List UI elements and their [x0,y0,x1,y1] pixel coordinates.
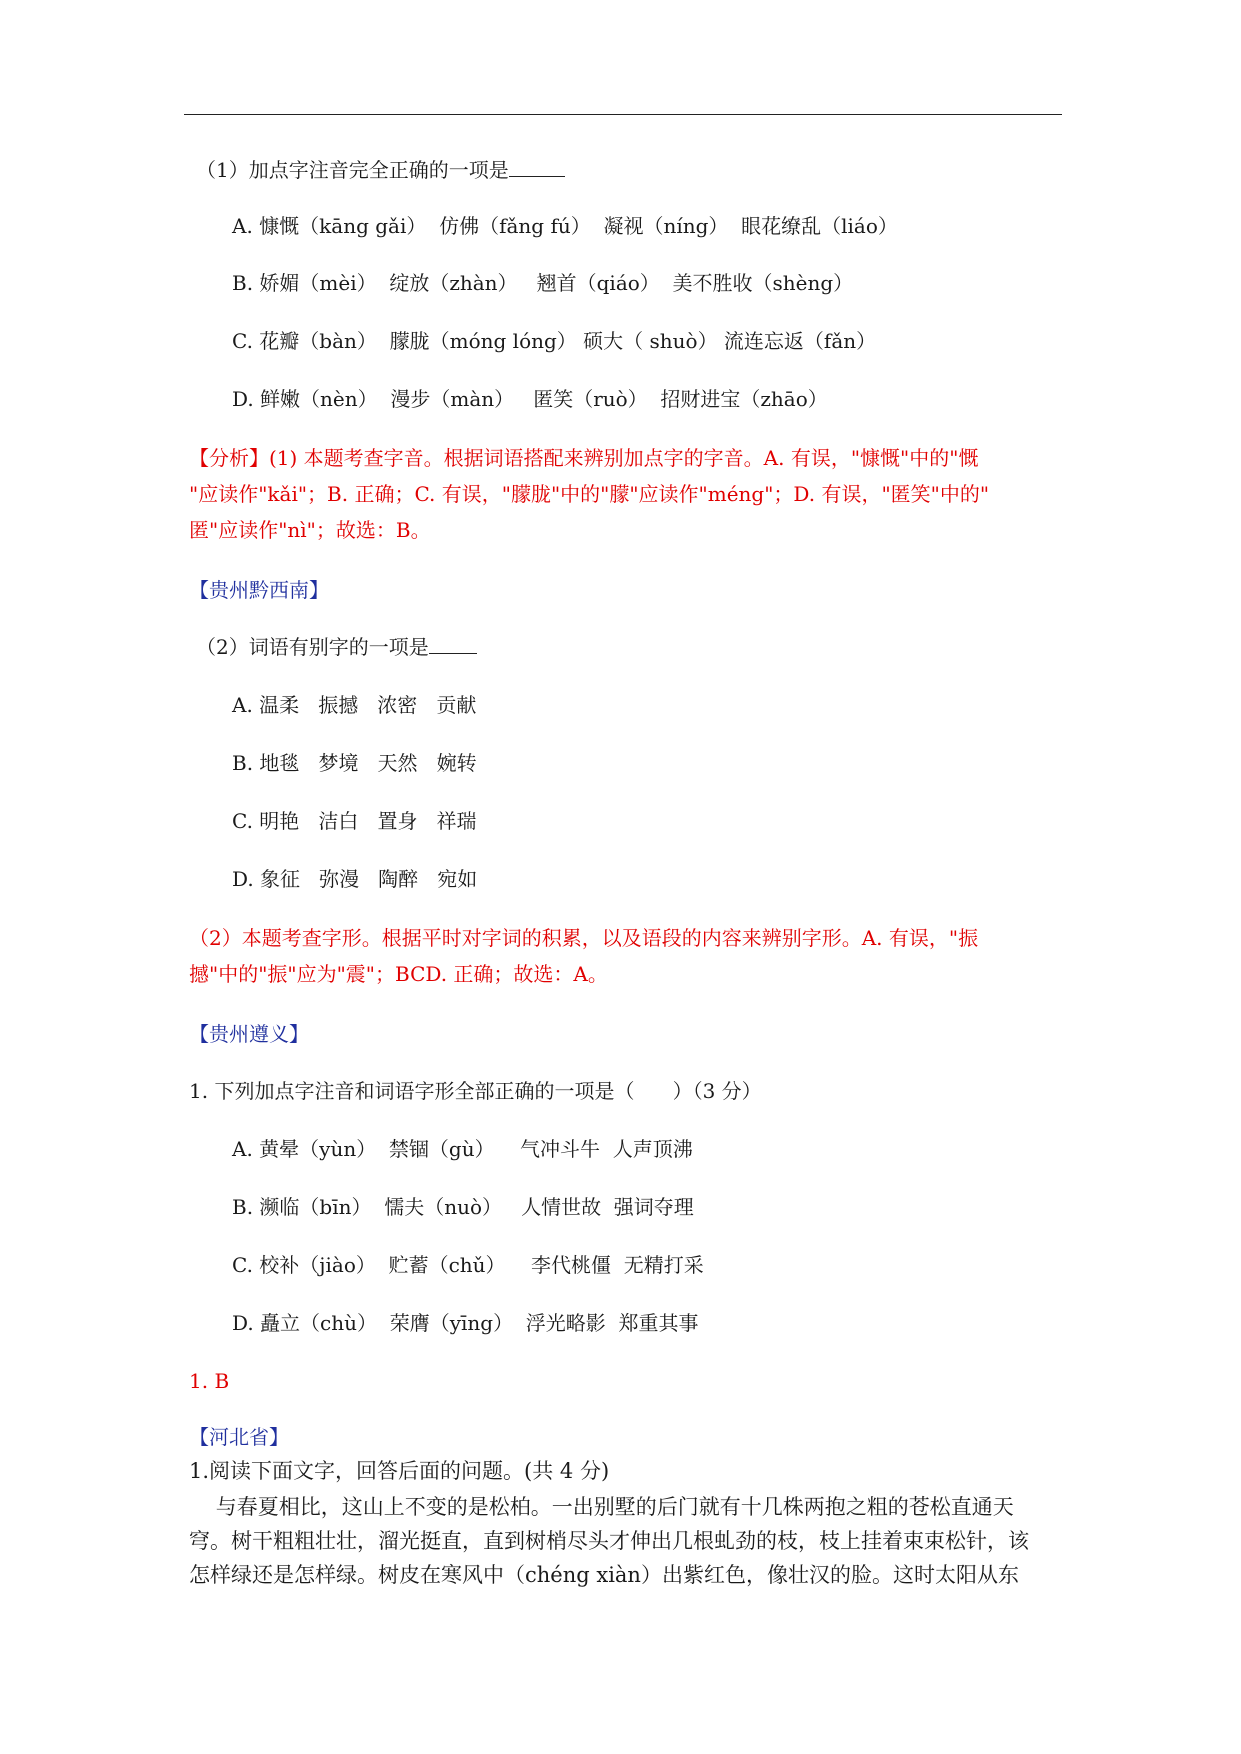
region-heading-zunyi: 【贵州遵义】 [189,1022,309,1046]
passage-line-1: 与春夏相比，这山上不变的是松柏。一出别墅的后门就有十几株两抱之粗的苍松直通天 [189,1495,1014,1519]
question-1-option-a: A. 慷慨（kāng gǎi） 仿佛（fǎng fú） 凝视（níng） 眼花缭乱（liáo） [232,214,898,238]
question-1-option-c: C. 花瓣（bàn） 朦胧（móng lóng） 硕大（ shuò） 流连忘返（fǎn） [232,329,877,353]
question-2-option-b: B. 地毯 梦境 天然 婉转 [232,751,477,775]
question-1-analysis-line-1: 【分析】(1) 本题考查字音。根据词语搭配来辨别加点字的字音。A. 有误，"慷慨"中的"慨 [189,446,979,470]
question-3-stem: 1. 下列加点字注音和词语字形全部正确的一项是（ ）（3 分） [189,1079,762,1103]
passage-line-3: 怎样绿还是怎样绿。树皮在寒风中（chéng xiàn）出紫红色，像壮汉的脸。这时太阳从东 [189,1563,1019,1587]
question-1-analysis-line-3: 匿"应读作"nì"；故选：B。 [189,518,431,542]
question-3-option-c: C. 校补（jiào） 贮蓄（chǔ） 李代桃僵 无精打采 [232,1253,704,1277]
question-3-option-b: B. 濒临（bīn） 懦夫（nuò） 人情世故 强词夺理 [232,1195,694,1219]
question-2-analysis-line-2: 撼"中的"振"应为"震"；BCD. 正确；故选：A。 [189,962,608,986]
answer-blank[interactable] [509,156,565,177]
question-1-option-b: B. 娇媚（mèi） 绽放（zhàn） 翘首（qiáo） 美不胜收（shèng） [232,271,854,295]
region-heading-hebei: 【河北省】 [189,1425,289,1449]
question-1-option-d: D. 鲜嫩（nèn） 漫步（màn） 匿笑（ruò） 招财进宝（zhāo） [232,387,828,411]
question-2-stem: （2）词语有别字的一项是 [196,633,477,661]
question-2-option-d: D. 象征 弥漫 陶醉 宛如 [232,867,478,891]
answer-blank[interactable] [429,633,477,654]
question-1-stem: （1）加点字注音完全正确的一项是 [196,156,565,184]
passage-line-2: 穹。树干粗粗壮壮，溜光挺直，直到树梢尽头才伸出几根虬劲的枝，枝上挂着束束松针，该 [189,1529,1029,1553]
question-3-option-d: D. 矗立（chù） 荣膺（yīng） 浮光略影 郑重其事 [232,1311,699,1335]
question-2-analysis-line-1: （2）本题考查字形。根据平时对字词的积累，以及语段的内容来辨别字形。A. 有误，"振 [189,926,979,950]
question-3-option-a: A. 黄晕（yùn） 禁锢（gù） 气冲斗牛 人声顶沸 [232,1137,693,1161]
question-3-answer: 1. B [189,1369,230,1393]
question-1-analysis-line-2: "应读作"kǎi"；B. 正确；C. 有误，"朦胧"中的"朦"应读作"méng"；D. 有误，"匿笑"中的" [189,482,990,506]
question-2-option-a: A. 温柔 振撼 浓密 贡献 [232,693,477,717]
question-2-option-c: C. 明艳 洁白 置身 祥瑞 [232,809,477,833]
question-4-stem: 1.阅读下面文字，回答后面的问题。(共 4 分) [189,1459,610,1483]
header-rule [184,114,1062,115]
region-heading-qianxinan: 【贵州黔西南】 [189,578,329,602]
